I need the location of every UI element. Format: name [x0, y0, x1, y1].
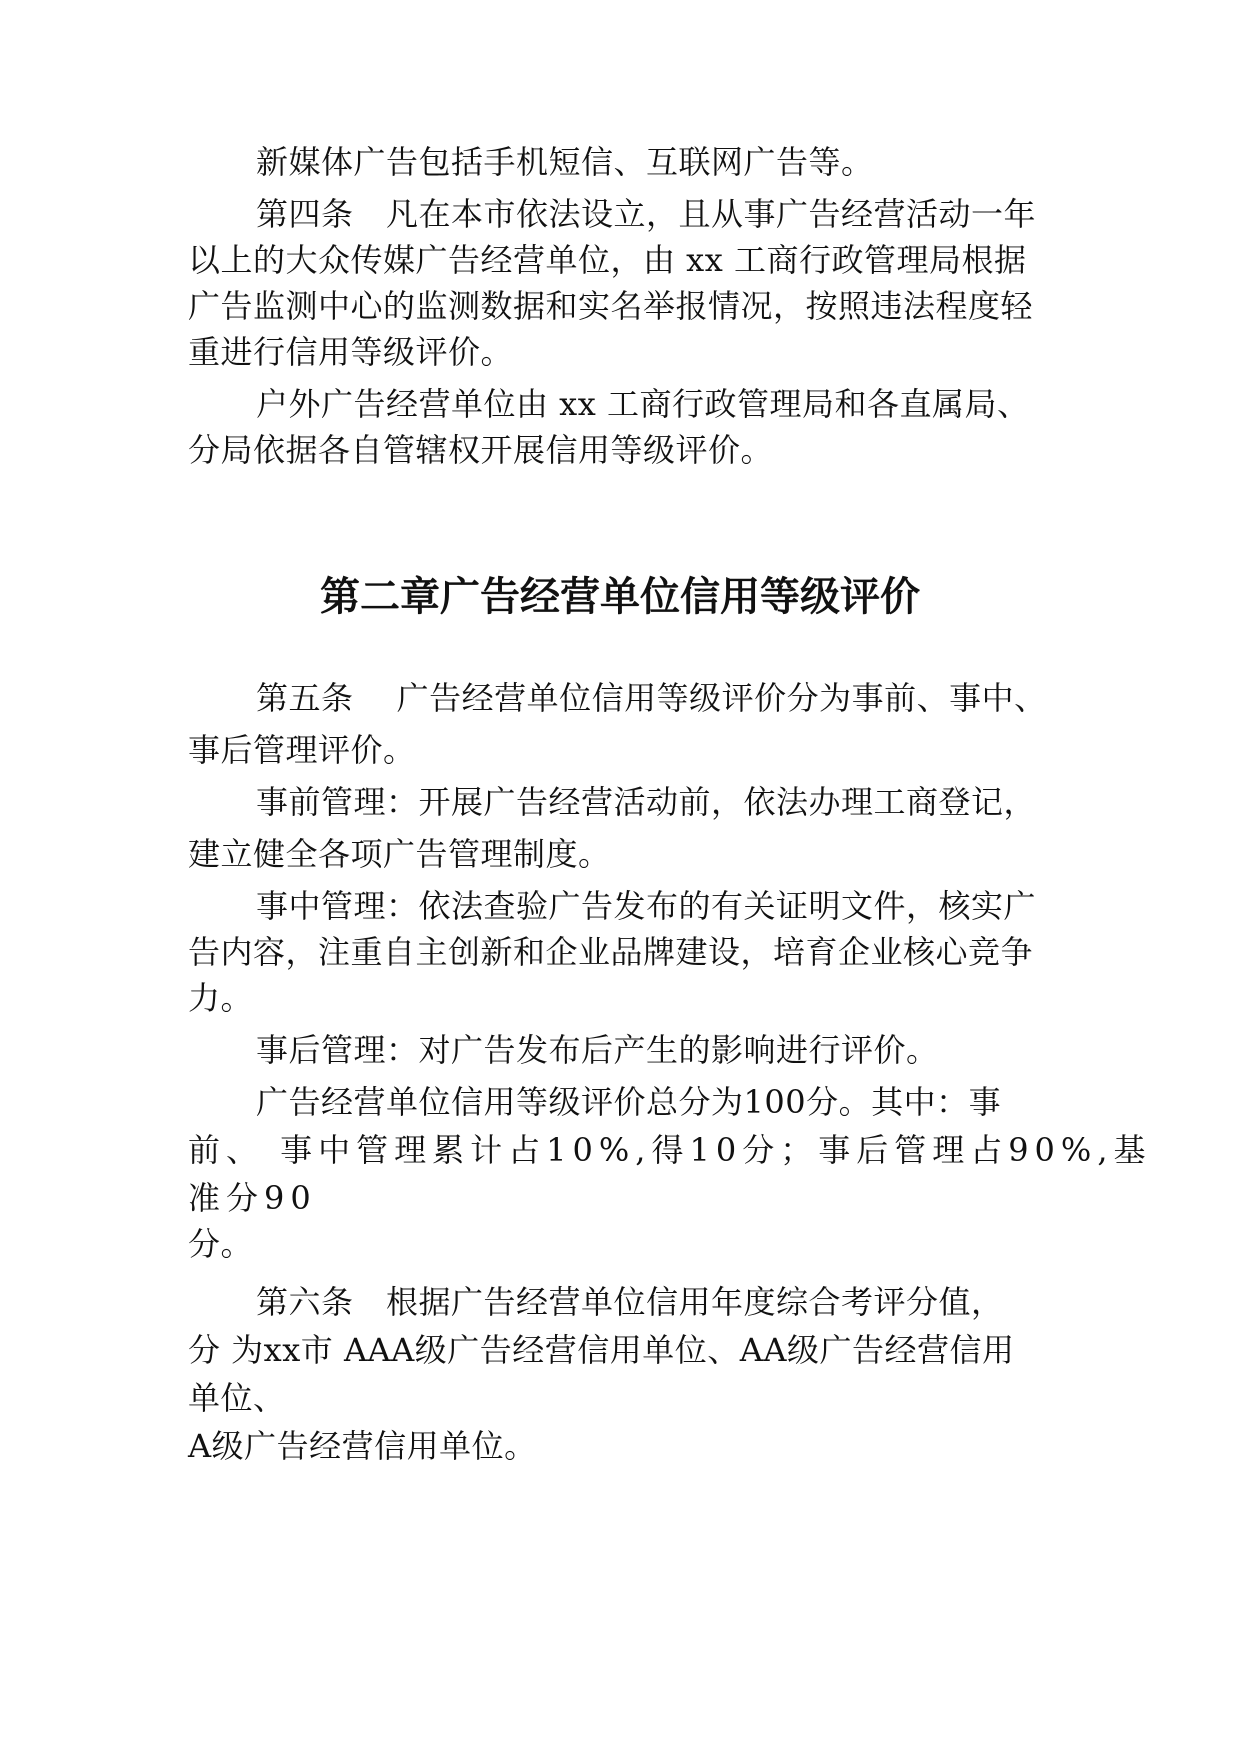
paragraph-line: 广告经营单位信用等级评价总分为100分。其中：事	[256, 1083, 1002, 1121]
paragraph-line: 事后管理：对广告发布后产生的影响进行评价。	[256, 1031, 939, 1069]
paragraph-line: 新媒体广告包括手机短信、互联网广告等。	[256, 143, 874, 181]
paragraph-line: 建立健全各项广告管理制度。	[188, 835, 611, 873]
paragraph-line: 分。	[188, 1225, 254, 1263]
paragraph-line: 前、 事中管理累计占10%,得10分；事后管理占90%,基	[188, 1131, 1152, 1169]
article-5-line: 第五条 广告经营单位信用等级评价分为事前、事中、	[256, 679, 1047, 717]
paragraph-line: 分局依据各自管辖权开展信用等级评价。	[188, 431, 774, 469]
paragraph-line: 事中管理：依法查验广告发布的有关证明文件，核实广	[256, 887, 1037, 925]
paragraph-line: 事前管理：开展广告经营活动前，依法办理工商登记，	[256, 783, 1037, 821]
paragraph-line: 以上的大众传媒广告经营单位，由 xx 工商行政管理局根据	[188, 241, 1027, 279]
paragraph-line: 分 为xx市 AAA级广告经营信用单位、AA级广告经营信用	[188, 1331, 1015, 1369]
paragraph-line: 事后管理评价。	[188, 731, 416, 769]
paragraph-line: 户外广告经营单位由 xx 工商行政管理局和各直属局、	[256, 385, 1030, 423]
article-6-line: 第六条 根据广告经营单位信用年度综合考评分值，	[256, 1283, 1004, 1321]
article-4-line: 第四条 凡在本市依法设立，且从事广告经营活动一年	[256, 195, 1037, 233]
chapter-title: 第二章广告经营单位信用等级评价	[320, 574, 920, 620]
paragraph-line: 广告监测中心的监测数据和实名举报情况，按照违法程度轻	[188, 287, 1034, 325]
paragraph-line: 力。	[188, 979, 254, 1017]
paragraph-line: 重进行信用等级评价。	[188, 333, 514, 371]
paragraph-line: 告内容，注重自主创新和企业品牌建设，培育企业核心竞争	[188, 933, 1034, 971]
paragraph-line: 单位、	[188, 1379, 286, 1417]
paragraph-line: 准分90	[188, 1179, 317, 1217]
paragraph-line: A级广告经营信用单位。	[188, 1427, 537, 1465]
